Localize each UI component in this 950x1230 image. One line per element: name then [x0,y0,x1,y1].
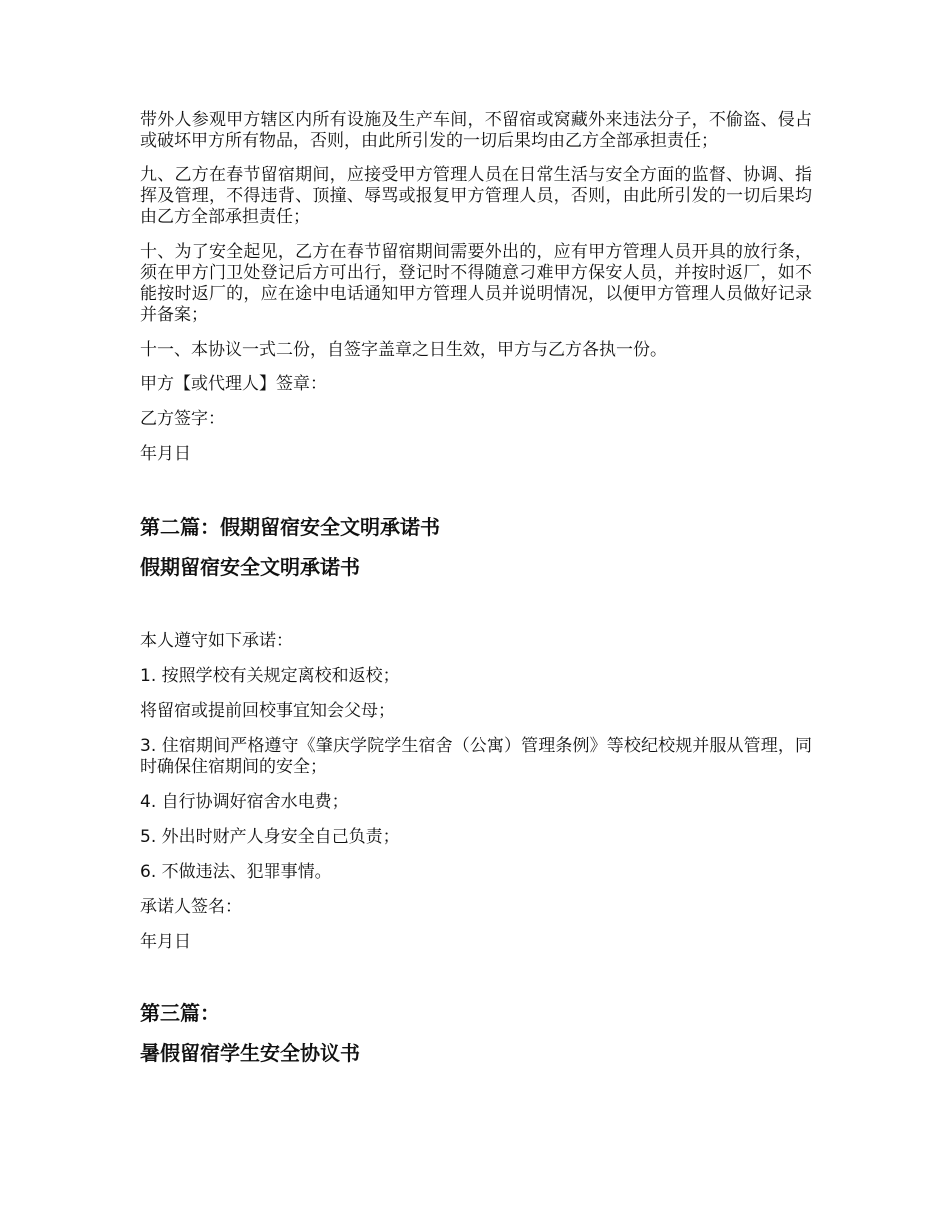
date-line: 年月日 [140,444,191,464]
party-a-signature-label: 甲方【或代理人】签章： [140,374,327,394]
section-three-subtitle: 暑假留宿学生安全协议书 [140,1041,360,1065]
pledge-item: 6. 不做违法、犯罪事情。 [140,862,332,882]
paragraph-clause-eleven: 十一、本协议一式二份，自签字盖章之日生效，甲方与乙方各执一份。 [140,340,667,360]
document-page [140,110,812,1066]
pledge-intro: 本人遵守如下承诺： [140,631,293,651]
pledge-item: 4. 自行协调好宿舍水电费； [140,792,349,812]
pledger-signature-label: 承诺人签名： [140,897,242,917]
pledge-item: 将留宿或提前回校事宜知会父母； [140,701,395,721]
pledge-item: 3. 住宿期间严格遵守《肇庆学院学生宿舍（公寓）管理条例》等校纪校规并服从管理，同时确保住宿期间的安全； [140,736,812,777]
paragraph-clause-nine: 九、乙方在春节留宿期间，应接受甲方管理人员在日常生活与安全方面的监督、协调、指挥及管理，不得违背、顶撞、辱骂或报复甲方管理人员，否则，由此所引发的一切后果均由乙方全部承担责任； [140,165,812,227]
date-line: 年月日 [140,932,191,952]
paragraph-visitor-rule: 带外人参观甲方辖区内所有设施及生产车间，不留宿或窝藏外来违法分子，不偷盗、侵占或破坏甲方所有物品，否则，由此所引发的一切后果均由乙方全部承担责任； [140,110,812,151]
paragraph-clause-ten: 十、为了安全起见，乙方在春节留宿期间需要外出的，应有甲方管理人员开具的放行条，须在甲方门卫处登记后方可出行，登记时不得随意刁难甲方保安人员，并按时返厂，如不能按时返厂的，应在途中电话通知甲方管理人员并说明情况，以便甲方管理人员做好记录并备案； [140,242,812,325]
party-b-signature-label: 乙方签字： [140,409,225,429]
section-three-title: 第三篇： [140,1001,220,1025]
section-two-subtitle: 假期留宿安全文明承诺书 [140,555,360,579]
section-two-title: 第二篇：假期留宿安全文明承诺书 [140,515,440,539]
pledge-item: 1. 按照学校有关规定离校和返校； [140,666,400,686]
pledge-item: 5. 外出时财产人身安全自己负责； [140,827,400,847]
